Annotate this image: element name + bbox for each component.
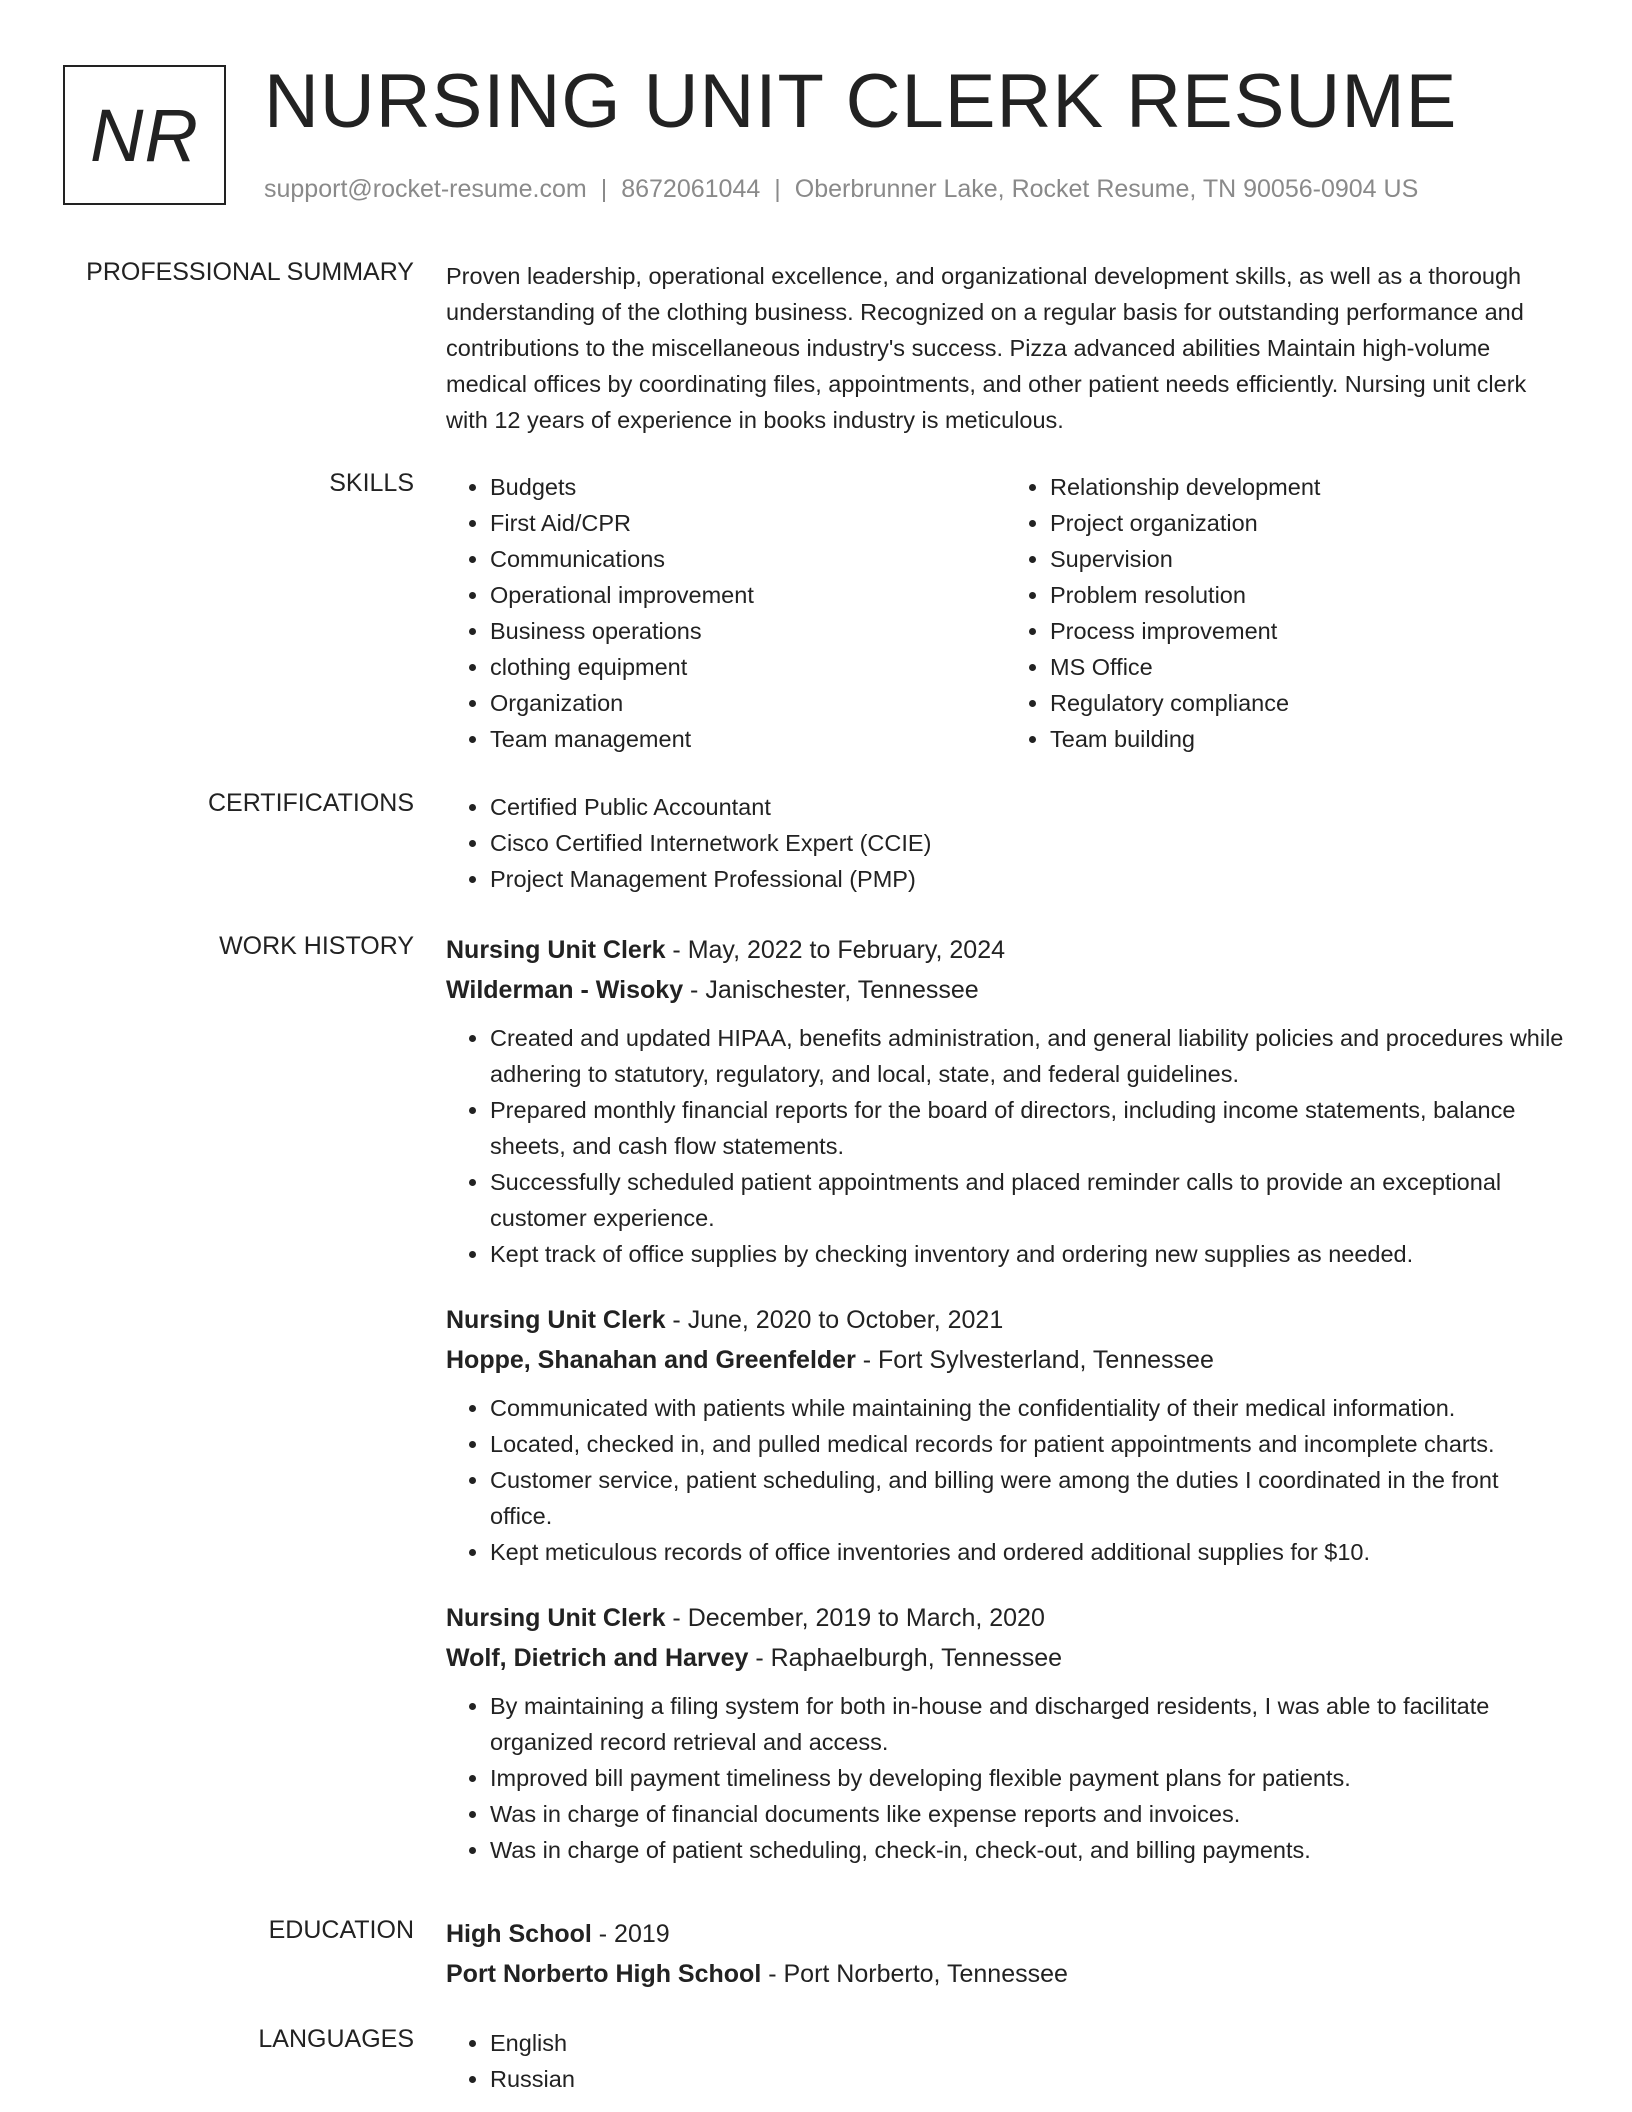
section-label-summary: PROFESSIONAL SUMMARY bbox=[86, 258, 414, 286]
section-label-work-history: WORK HISTORY bbox=[219, 932, 414, 960]
monogram-initials: NR bbox=[90, 93, 199, 177]
education-location: - Port Norberto, Tennessee bbox=[761, 1960, 1068, 1988]
contact-phone: 8672061044 bbox=[621, 175, 761, 203]
job-company-line bbox=[446, 970, 1566, 1010]
language-item: • English bbox=[490, 2025, 1566, 2061]
job-bullet: • Was in charge of patient scheduling, check-in, check-out, and billing payments. bbox=[490, 1832, 1566, 1868]
job-bullet: • By maintaining a filing system for both in-house and discharged residents, I was able to facilitate organized record retrieval and access. bbox=[490, 1688, 1566, 1760]
skill-item: • First Aid/CPR bbox=[490, 505, 1006, 541]
education-degree: High School bbox=[446, 1920, 592, 1948]
job-company: Wilderman - Wisoky bbox=[446, 976, 684, 1004]
certification-item: • Certified Public Accountant bbox=[490, 789, 1566, 825]
contact-email: support@rocket-resume.com bbox=[264, 175, 587, 203]
certification-item: • Cisco Certified Internetwork Expert (CCIE) bbox=[490, 825, 1566, 861]
job-bullets bbox=[446, 1688, 1566, 1868]
certification-item: • Project Management Professional (PMP) bbox=[490, 861, 1566, 897]
job-bullet: • Kept track of office supplies by checking inventory and ordering new supplies as needed. bbox=[490, 1236, 1566, 1272]
education-degree-line bbox=[446, 1914, 1566, 1954]
skill-item: • Team management bbox=[490, 721, 1006, 757]
skill-item: • Team building bbox=[1050, 721, 1566, 757]
resume-title: NURSING UNIT CLERK RESUME bbox=[264, 59, 1458, 144]
education-school-line bbox=[446, 1954, 1566, 1994]
job-bullet: • Was in charge of financial documents like expense reports and invoices. bbox=[490, 1796, 1566, 1832]
education-school: Port Norberto High School bbox=[446, 1960, 762, 1988]
section-label-skills: SKILLS bbox=[329, 469, 414, 497]
contact-address: Oberbrunner Lake, Rocket Resume, TN 90056-0904 US bbox=[794, 175, 1419, 203]
job-bullet: • Successfully scheduled patient appointments and placed reminder calls to provide an exceptional customer experience. bbox=[490, 1164, 1566, 1236]
contact-separator: | bbox=[600, 175, 608, 203]
job-bullet: • Kept meticulous records of office inventories and ordered additional supplies for $10. bbox=[490, 1534, 1566, 1570]
skill-item: • MS Office bbox=[1050, 649, 1566, 685]
job-entry bbox=[446, 1300, 1566, 1570]
job-dates: - June, 2020 to October, 2021 bbox=[665, 1306, 1004, 1334]
job-bullet: • Improved bill payment timeliness by developing flexible payment plans for patients. bbox=[490, 1760, 1566, 1796]
job-bullet: • Communicated with patients while maintaining the confidentiality of their medical information. bbox=[490, 1390, 1566, 1426]
job-bullet: • Prepared monthly financial reports for the board of directors, including income statements, balance sheets, and cash flow statements. bbox=[490, 1092, 1566, 1164]
job-title: Nursing Unit Clerk bbox=[446, 936, 666, 964]
education-year: - 2019 bbox=[591, 1920, 670, 1948]
contact-line bbox=[264, 175, 1418, 204]
job-title-line bbox=[446, 930, 1566, 970]
job-bullets bbox=[446, 1390, 1566, 1570]
job-location: - Janischester, Tennessee bbox=[683, 976, 979, 1004]
job-company-line bbox=[446, 1638, 1566, 1678]
skill-item: • Organization bbox=[490, 685, 1006, 721]
skill-item: • clothing equipment bbox=[490, 649, 1006, 685]
skill-item: • Communications bbox=[490, 541, 1006, 577]
job-location: - Fort Sylvesterland, Tennessee bbox=[855, 1346, 1214, 1374]
skill-item: • Problem resolution bbox=[1050, 577, 1566, 613]
section-label-certifications: CERTIFICATIONS bbox=[207, 789, 414, 817]
job-bullets bbox=[446, 1020, 1566, 1272]
job-bullet: • Created and updated HIPAA, benefits administration, and general liability policies and procedures while adhering to statutory, regulatory, and local, state, and federal guidelines. bbox=[490, 1020, 1566, 1092]
skill-item: • Operational improvement bbox=[490, 577, 1006, 613]
certifications-list bbox=[446, 789, 1566, 897]
contact-separator: | bbox=[774, 175, 781, 203]
skills-list-left bbox=[446, 469, 1006, 757]
skill-item: • Budgets bbox=[490, 469, 1006, 505]
monogram-box bbox=[63, 65, 226, 205]
job-company: Hoppe, Shanahan and Greenfelder bbox=[446, 1346, 856, 1374]
job-title: Nursing Unit Clerk bbox=[446, 1604, 666, 1632]
skills-list-right bbox=[1006, 469, 1566, 757]
job-bullet: • Located, checked in, and pulled medical records for patient appointments and incomplete charts. bbox=[490, 1426, 1566, 1462]
languages-list bbox=[446, 2025, 1566, 2097]
job-title: Nursing Unit Clerk bbox=[446, 1306, 666, 1334]
skill-item: • Regulatory compliance bbox=[1050, 685, 1566, 721]
skill-item: • Relationship development bbox=[1050, 469, 1566, 505]
skill-item: • Project organization bbox=[1050, 505, 1566, 541]
section-label-education: EDUCATION bbox=[268, 1916, 414, 1944]
skill-item: • Process improvement bbox=[1050, 613, 1566, 649]
job-company-line bbox=[446, 1340, 1566, 1380]
section-label-languages: LANGUAGES bbox=[258, 2025, 414, 2053]
job-entry bbox=[446, 1598, 1566, 1868]
job-entry bbox=[446, 930, 1566, 1272]
skill-item: • Business operations bbox=[490, 613, 1006, 649]
job-company: Wolf, Dietrich and Harvey bbox=[446, 1644, 749, 1672]
job-dates: - May, 2022 to February, 2024 bbox=[665, 936, 1006, 964]
job-location: - Raphaelburgh, Tennessee bbox=[748, 1644, 1063, 1672]
job-title-line bbox=[446, 1300, 1566, 1340]
skill-item: • Supervision bbox=[1050, 541, 1566, 577]
language-item: • Russian bbox=[490, 2061, 1566, 2097]
job-dates: - December, 2019 to March, 2020 bbox=[665, 1604, 1045, 1632]
job-title-line bbox=[446, 1598, 1566, 1638]
job-bullet: • Customer service, patient scheduling, and billing were among the duties I coordinated in the front office. bbox=[490, 1462, 1566, 1534]
summary-text: Proven leadership, operational excellence, and organizational development skills, as well as a thorough understanding of the clothing business. Recognized on a regular basis for outstanding performance and contributions to the miscellaneous industry's success. Pizza advanced abilities Maintain high-volume medical offices by coordinating files, appointments, and other patient needs efficiently. Nursing unit clerk with 12 years of experience in books industry is meticulous. bbox=[446, 263, 1527, 433]
